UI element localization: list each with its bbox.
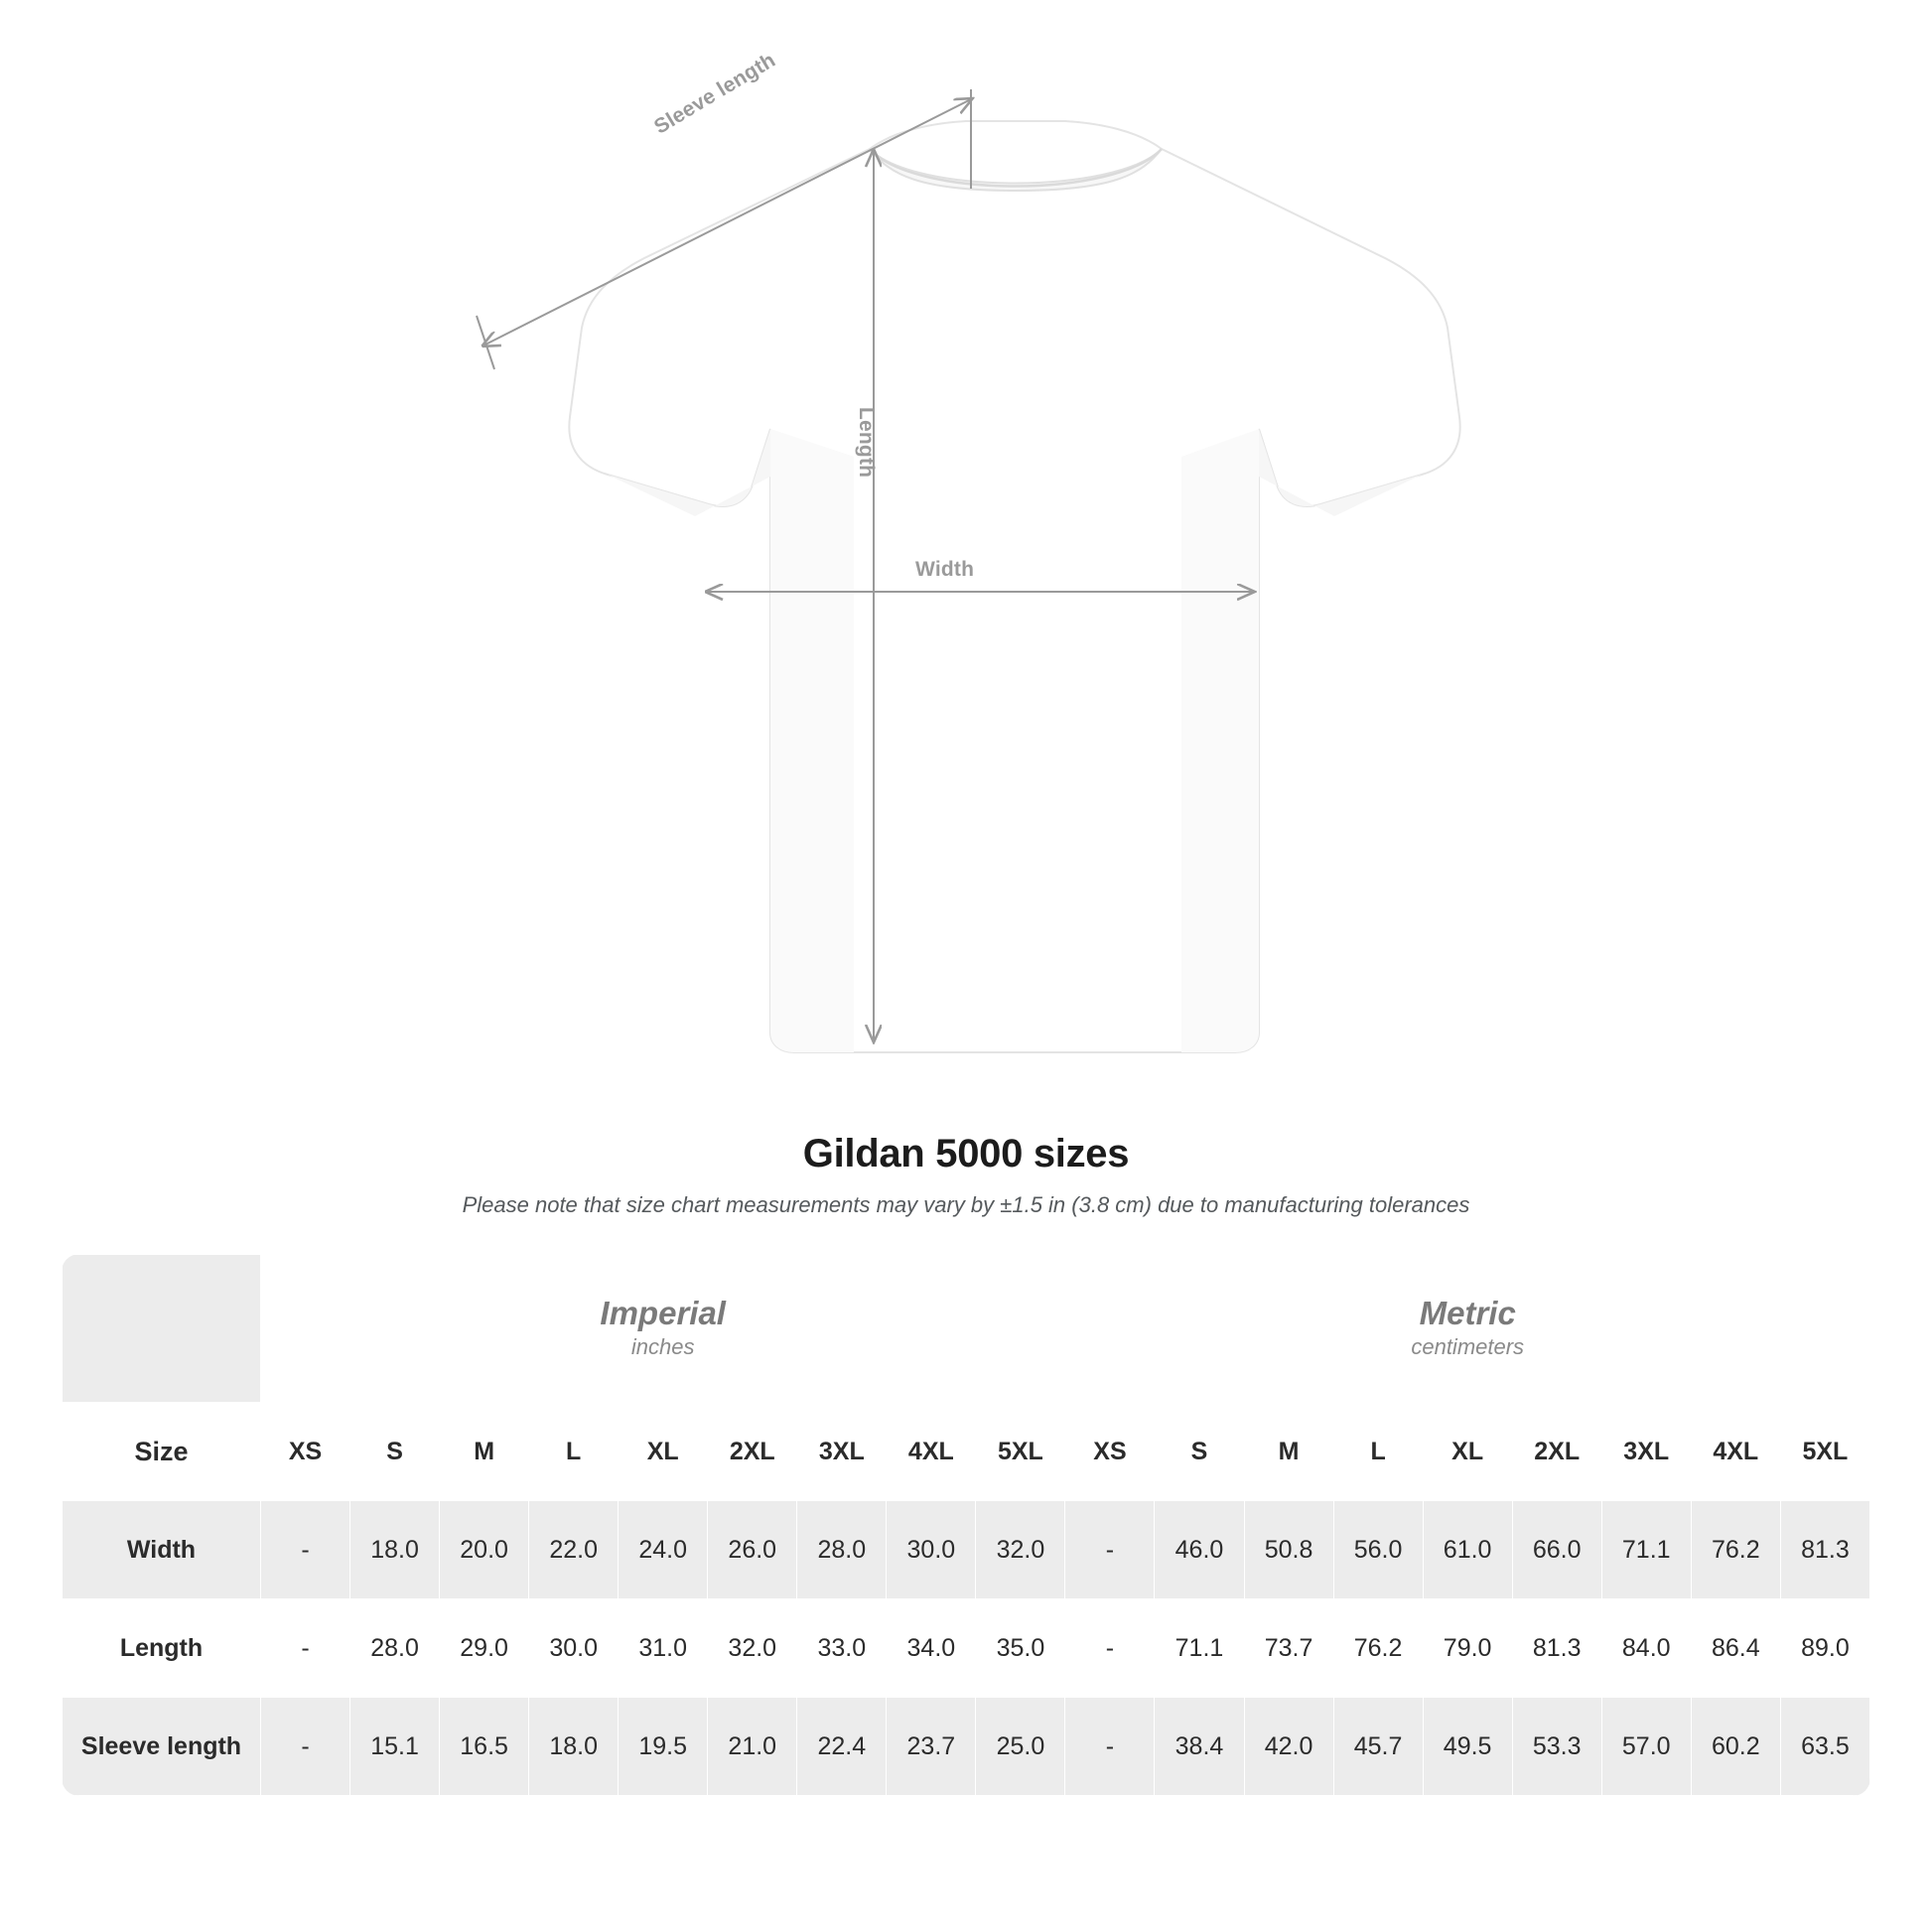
measurement-cell: 71.1 xyxy=(1601,1501,1691,1599)
measurement-cell: 45.7 xyxy=(1333,1698,1423,1796)
measurement-cell: 31.0 xyxy=(619,1599,708,1698)
measurement-cell: 50.8 xyxy=(1244,1501,1333,1599)
page-title: Gildan 5000 sizes xyxy=(802,1132,1130,1175)
row-label: Sleeve length xyxy=(63,1698,261,1796)
measurement-cell: 28.0 xyxy=(350,1599,440,1698)
measurement-cell: 35.0 xyxy=(976,1599,1065,1698)
measurement-cell: 34.0 xyxy=(887,1599,976,1698)
table-row xyxy=(63,1599,1870,1698)
measurement-cell: - xyxy=(261,1501,350,1599)
width-label: Width xyxy=(915,558,975,581)
measurement-cell: 53.3 xyxy=(1512,1698,1601,1796)
size-header-cell: Size xyxy=(63,1403,261,1501)
measurement-cell: - xyxy=(1065,1501,1155,1599)
measurement-cell: 24.0 xyxy=(619,1501,708,1599)
size-column-header: S xyxy=(1155,1403,1244,1501)
measurement-cell: 57.0 xyxy=(1601,1698,1691,1796)
measurement-cell: 18.0 xyxy=(350,1501,440,1599)
measurement-cell: 23.7 xyxy=(887,1698,976,1796)
measurement-cell: 81.3 xyxy=(1512,1599,1601,1698)
size-column-header: 3XL xyxy=(797,1403,887,1501)
size-column-header: 4XL xyxy=(1691,1403,1780,1501)
measurement-cell: 30.0 xyxy=(887,1501,976,1599)
unit-group-name: Imperial xyxy=(600,1294,726,1331)
measurement-cell: 22.4 xyxy=(797,1698,887,1796)
size-column-header: 4XL xyxy=(887,1403,976,1501)
measurement-cell: - xyxy=(261,1599,350,1698)
size-column-header: L xyxy=(1333,1403,1423,1501)
size-table-wrapper xyxy=(62,1254,1870,1796)
measurement-cell: 81.3 xyxy=(1780,1501,1869,1599)
size-header-row xyxy=(63,1403,1870,1501)
measurement-cell: 29.0 xyxy=(440,1599,529,1698)
measurement-cell: 32.0 xyxy=(976,1501,1065,1599)
measurement-cell: 73.7 xyxy=(1244,1599,1333,1698)
sleeve-hem-tick xyxy=(477,316,494,369)
measurement-cell: - xyxy=(1065,1599,1155,1698)
measurement-cell: 60.2 xyxy=(1691,1698,1780,1796)
unit-group-name: Metric xyxy=(1419,1294,1516,1331)
unit-group-cell xyxy=(261,1255,1065,1403)
measurement-cell: 66.0 xyxy=(1512,1501,1601,1599)
measurement-cell: 38.4 xyxy=(1155,1698,1244,1796)
length-label: Length xyxy=(855,407,878,479)
measurement-cell: 26.0 xyxy=(708,1501,797,1599)
measurement-cell: 19.5 xyxy=(619,1698,708,1796)
size-column-header: S xyxy=(350,1403,440,1501)
measurement-cell: 61.0 xyxy=(1423,1501,1512,1599)
size-table xyxy=(62,1254,1870,1796)
title-block xyxy=(0,1132,1932,1218)
unit-group-row xyxy=(63,1255,1870,1403)
measurement-cell: 22.0 xyxy=(529,1501,619,1599)
size-column-header: 5XL xyxy=(1780,1403,1869,1501)
unit-group-sub: centimeters xyxy=(1411,1333,1525,1359)
measurement-cell: 86.4 xyxy=(1691,1599,1780,1698)
measurement-cell: 16.5 xyxy=(440,1698,529,1796)
size-column-header: XS xyxy=(261,1403,350,1501)
table-row xyxy=(63,1698,1870,1796)
measurement-cell: 30.0 xyxy=(529,1599,619,1698)
measurement-cell: 21.0 xyxy=(708,1698,797,1796)
unit-corner-cell xyxy=(63,1255,261,1403)
measurement-cell: 84.0 xyxy=(1601,1599,1691,1698)
size-column-header: XL xyxy=(1423,1403,1512,1501)
measurement-cell: 32.0 xyxy=(708,1599,797,1698)
measurement-cell: - xyxy=(1065,1698,1155,1796)
measurement-note: Please note that size chart measurements may vary by ±1.5 in (3.8 cm) due to manufacturing tolerances xyxy=(462,1192,1470,1217)
measurement-cell: 79.0 xyxy=(1423,1599,1512,1698)
measurement-cell: 28.0 xyxy=(797,1501,887,1599)
measurement-cell: 46.0 xyxy=(1155,1501,1244,1599)
row-label: Width xyxy=(63,1501,261,1599)
measurement-cell: 42.0 xyxy=(1244,1698,1333,1796)
tshirt-shape xyxy=(569,121,1459,1052)
size-column-header: XL xyxy=(619,1403,708,1501)
measurement-cell: 76.2 xyxy=(1691,1501,1780,1599)
measurement-cell: 63.5 xyxy=(1780,1698,1869,1796)
size-column-header: 2XL xyxy=(708,1403,797,1501)
measurement-cell: 71.1 xyxy=(1155,1599,1244,1698)
measurement-cell: 15.1 xyxy=(350,1698,440,1796)
size-column-header: 2XL xyxy=(1512,1403,1601,1501)
size-column-header: XS xyxy=(1065,1403,1155,1501)
measurement-cell: 49.5 xyxy=(1423,1698,1512,1796)
measurement-cell: - xyxy=(261,1698,350,1796)
measurement-cell: 89.0 xyxy=(1780,1599,1869,1698)
size-column-header: 3XL xyxy=(1601,1403,1691,1501)
measurement-cell: 25.0 xyxy=(976,1698,1065,1796)
row-label: Length xyxy=(63,1599,261,1698)
size-column-header: M xyxy=(440,1403,529,1501)
size-column-header: L xyxy=(529,1403,619,1501)
table-row xyxy=(63,1501,1870,1599)
unit-group-cell xyxy=(1065,1255,1870,1403)
measurement-cell: 56.0 xyxy=(1333,1501,1423,1599)
measurement-cell: 76.2 xyxy=(1333,1599,1423,1698)
size-column-header: 5XL xyxy=(976,1403,1065,1501)
measurement-cell: 33.0 xyxy=(797,1599,887,1698)
sleeve-length-label: Sleeve length xyxy=(650,48,780,139)
size-column-header: M xyxy=(1244,1403,1333,1501)
measurement-cell: 20.0 xyxy=(440,1501,529,1599)
measurement-cell: 18.0 xyxy=(529,1698,619,1796)
unit-group-sub: inches xyxy=(630,1333,695,1359)
